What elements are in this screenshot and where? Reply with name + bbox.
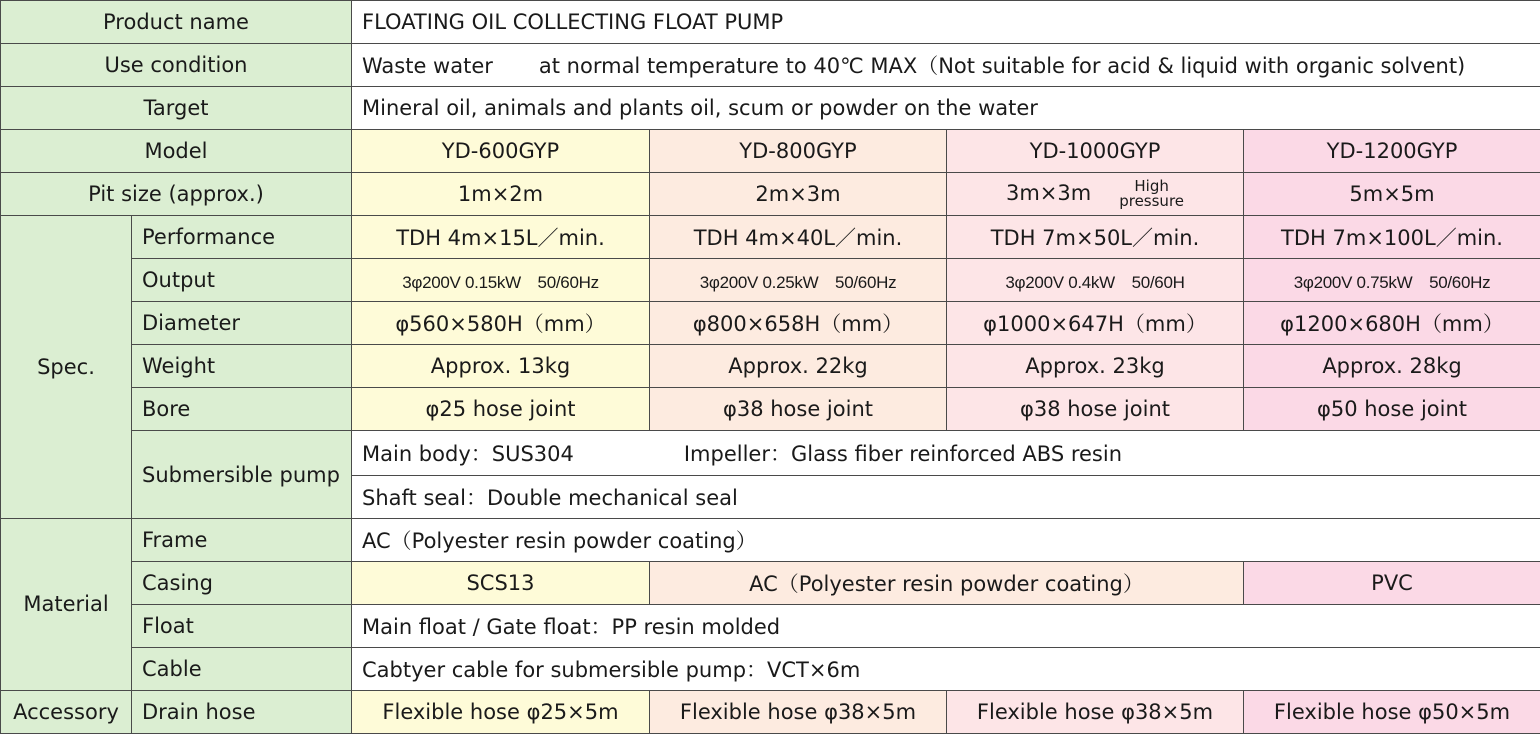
accessory-group-label: Accessory [1,690,132,733]
diameter-value: φ560×580H（mm） [352,302,650,345]
performance-label: Performance [132,216,352,259]
pit-size-label: Pit size (approx.) [1,173,352,216]
product-name-value: FLOATING OIL COLLECTING FLOAT PUMP [352,1,1540,44]
cable-value: Cabtyer cable for submersible pump：VCT×6m [352,647,1540,690]
row-output [1,259,1540,302]
drain-hose-label: Drain hose [132,690,352,733]
weight-value: Approx. 22kg [650,345,947,388]
diameter-label: Diameter [132,302,352,345]
weight-value: Approx. 13kg [352,345,650,388]
drain-hose-value: Flexible hose φ50×5m [1244,690,1540,733]
target-value: Mineral oil, animals and plants oil, scum or powder on the water [352,87,1540,130]
drain-hose-value: Flexible hose φ38×5m [947,690,1244,733]
bore-value: φ50 hose joint [1244,388,1540,431]
use-condition-label: Use condition [1,44,352,87]
shaft-seal-value: Shaft seal：Double mechanical seal [352,475,1540,518]
pit-size-value: 2m×3m [650,173,947,216]
pit-size-value: 1m×2m [352,173,650,216]
row-use-condition [1,44,1540,87]
float-label: Float [132,604,352,647]
pit-size-value: 3m×3m [1005,181,1092,206]
weight-label: Weight [132,345,352,388]
model-value: YD-1000GYP [947,130,1244,173]
spec-group-label: Spec. [1,216,132,518]
submersible-pump-label: Submersible pump [132,431,352,518]
row-cable [1,647,1540,690]
bore-value: φ38 hose joint [650,388,947,431]
diameter-value: φ1000×647H（mm） [947,302,1244,345]
row-diameter [1,302,1540,345]
model-value: YD-600GYP [352,130,650,173]
row-model [1,130,1540,173]
target-label: Target [1,87,352,130]
high-pressure-note: High pressure [1119,177,1185,211]
row-frame [1,518,1540,561]
drain-hose-value: Flexible hose φ25×5m [352,690,650,733]
row-pit-size [1,173,1540,216]
weight-value: Approx. 28kg [1244,345,1540,388]
row-float [1,604,1540,647]
output-value: 3φ200V 0.15kW 50/60Hz [352,259,650,302]
performance-value: TDH 4m×40L／min. [650,216,947,259]
main-body-value: Main body：SUS304 [362,441,574,466]
bore-value: φ38 hose joint [947,388,1244,431]
model-value: YD-800GYP [650,130,947,173]
use-condition-value [352,44,1540,87]
performance-value: TDH 7m×100L／min. [1244,216,1540,259]
performance-value: TDH 7m×50L／min. [947,216,1244,259]
pit-size-value: 5m×5m [1244,173,1540,216]
output-value: 3φ200V 0.4kW 50/60H [947,259,1244,302]
output-value: 3φ200V 0.25kW 50/60Hz [650,259,947,302]
output-value: 3φ200V 0.75kW 50/60Hz [1244,259,1540,302]
performance-value: TDH 4m×15L／min. [352,216,650,259]
row-submersible-pump [1,431,1540,475]
diameter-value: φ800×658H（mm） [650,302,947,345]
diameter-value: φ1200×680H（mm） [1244,302,1540,345]
casing-value: SCS13 [352,561,650,604]
submersible-pump-body [352,431,1540,475]
row-target [1,87,1540,130]
cable-label: Cable [132,647,352,690]
output-label: Output [132,259,352,302]
product-name-label: Product name [1,1,352,44]
drain-hose-value: Flexible hose φ38×5m [650,690,947,733]
row-bore [1,388,1540,431]
bore-value: φ25 hose joint [352,388,650,431]
model-label: Model [1,130,352,173]
impeller-value: Impeller：Glass fiber reinforced ABS resin [683,441,1123,466]
frame-value: AC（Polyester resin powder coating） [352,518,1540,561]
casing-label: Casing [132,561,352,604]
weight-value: Approx. 23kg [947,345,1244,388]
row-casing [1,561,1540,604]
frame-label: Frame [132,518,352,561]
bore-label: Bore [132,388,352,431]
row-performance [1,216,1540,259]
pit-size-value-with-note [947,173,1244,216]
casing-value: PVC [1244,561,1540,604]
model-value: YD-1200GYP [1244,130,1540,173]
use-condition-part1: Waste water [362,54,493,79]
use-condition-part2: at normal temperature to 40℃ MAX（Not suitable for acid & liquid with organic solvent) [538,54,1466,79]
float-value: Main float / Gate float：PP resin molded [352,604,1540,647]
row-weight [1,345,1540,388]
casing-value: AC（Polyester resin powder coating） [650,561,1244,604]
material-group-label: Material [1,518,132,690]
row-product-name [1,1,1540,44]
row-drain-hose [1,690,1540,733]
